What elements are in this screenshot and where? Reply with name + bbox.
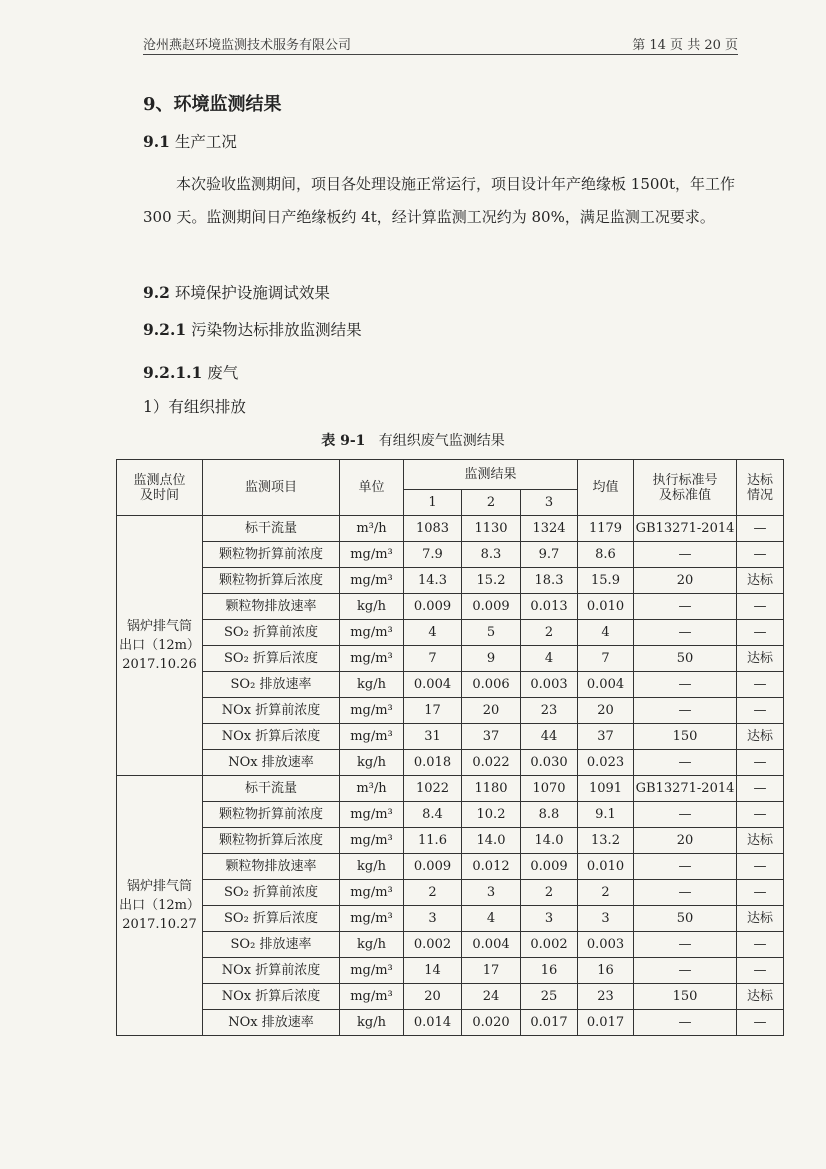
cell-ok: — <box>737 802 784 828</box>
cell-std: 20 <box>634 568 737 594</box>
cell-std: — <box>634 932 737 958</box>
cell-v2: 14.0 <box>462 828 521 854</box>
cell-unit: m³/h <box>340 776 404 802</box>
cell-mean: 0.010 <box>578 594 634 620</box>
table-row <box>117 828 784 854</box>
cell-mean: 16 <box>578 958 634 984</box>
cell-v3: 0.030 <box>521 750 578 776</box>
cell-mean: 0.010 <box>578 854 634 880</box>
heading-9-1: 9.1 生产工况 <box>143 132 237 151</box>
cell-std: — <box>634 620 737 646</box>
cell-unit: mg/m³ <box>340 724 404 750</box>
cell-v3: 2 <box>521 880 578 906</box>
cell-v2: 0.006 <box>462 672 521 698</box>
cell-unit: mg/m³ <box>340 906 404 932</box>
table-row <box>117 620 784 646</box>
cell-item: NOx 排放速率 <box>203 1010 340 1036</box>
cell-unit: mg/m³ <box>340 542 404 568</box>
cell-mean: 0.023 <box>578 750 634 776</box>
cell-v2: 1180 <box>462 776 521 802</box>
cell-v1: 31 <box>404 724 462 750</box>
cell-v1: 0.009 <box>404 854 462 880</box>
table-row <box>117 776 784 802</box>
cell-v2: 10.2 <box>462 802 521 828</box>
table-row <box>117 646 784 672</box>
cell-v2: 20 <box>462 698 521 724</box>
cell-std: — <box>634 594 737 620</box>
cell-ok: — <box>737 542 784 568</box>
cell-item: NOx 折算后浓度 <box>203 724 340 750</box>
cell-unit: kg/h <box>340 594 404 620</box>
cell-ok: — <box>737 516 784 542</box>
cell-v3: 44 <box>521 724 578 750</box>
cell-item: NOx 折算后浓度 <box>203 984 340 1010</box>
cell-item: NOx 折算前浓度 <box>203 958 340 984</box>
cell-std: — <box>634 750 737 776</box>
cell-mean: 0.004 <box>578 672 634 698</box>
header-result-3: 3 <box>521 490 578 516</box>
cell-std: 50 <box>634 646 737 672</box>
cell-mean: 3 <box>578 906 634 932</box>
cell-mean: 8.6 <box>578 542 634 568</box>
cell-v3: 0.009 <box>521 854 578 880</box>
cell-unit: kg/h <box>340 932 404 958</box>
cell-mean: 2 <box>578 880 634 906</box>
cell-v2: 0.004 <box>462 932 521 958</box>
cell-mean: 1179 <box>578 516 634 542</box>
cell-v1: 11.6 <box>404 828 462 854</box>
cell-std: — <box>634 542 737 568</box>
cell-v2: 4 <box>462 906 521 932</box>
table-row <box>117 516 784 542</box>
cell-unit: kg/h <box>340 854 404 880</box>
cell-unit: mg/m³ <box>340 802 404 828</box>
cell-ok: — <box>737 1010 784 1036</box>
cell-unit: mg/m³ <box>340 698 404 724</box>
cell-std: — <box>634 1010 737 1036</box>
heading-organized-emission: 1）有组织排放 <box>143 398 246 416</box>
page-header <box>143 30 738 55</box>
cell-v3: 0.013 <box>521 594 578 620</box>
cell-std: GB13271-2014 <box>634 776 737 802</box>
cell-ok: — <box>737 958 784 984</box>
header-result-1: 1 <box>404 490 462 516</box>
cell-unit: mg/m³ <box>340 880 404 906</box>
cell-mean: 1091 <box>578 776 634 802</box>
cell-std: — <box>634 802 737 828</box>
table-caption: 表 9-1 有组织废气监测结果 <box>321 433 505 449</box>
cell-item: 颗粒物折算前浓度 <box>203 542 340 568</box>
cell-item: SO₂ 折算前浓度 <box>203 880 340 906</box>
cell-v2: 9 <box>462 646 521 672</box>
cell-mean: 7 <box>578 646 634 672</box>
cell-unit: m³/h <box>340 516 404 542</box>
table-row <box>117 750 784 776</box>
cell-v2: 1130 <box>462 516 521 542</box>
cell-ok: — <box>737 776 784 802</box>
cell-unit: kg/h <box>340 750 404 776</box>
cell-v2: 24 <box>462 984 521 1010</box>
cell-ok: 达标 <box>737 984 784 1010</box>
cell-v2: 15.2 <box>462 568 521 594</box>
cell-mean: 23 <box>578 984 634 1010</box>
cell-ok: — <box>737 620 784 646</box>
cell-v1: 0.009 <box>404 594 462 620</box>
cell-unit: mg/m³ <box>340 984 404 1010</box>
cell-v3: 1324 <box>521 516 578 542</box>
cell-v1: 0.002 <box>404 932 462 958</box>
cell-ok: — <box>737 854 784 880</box>
cell-v2: 0.009 <box>462 594 521 620</box>
cell-v3: 23 <box>521 698 578 724</box>
table-row <box>117 698 784 724</box>
cell-v1: 20 <box>404 984 462 1010</box>
cell-item: SO₂ 折算后浓度 <box>203 646 340 672</box>
cell-unit: mg/m³ <box>340 958 404 984</box>
cell-unit: mg/m³ <box>340 620 404 646</box>
cell-v1: 3 <box>404 906 462 932</box>
cell-v2: 8.3 <box>462 542 521 568</box>
table-row <box>117 802 784 828</box>
company-name: 沧州燕赵环境监测技术服务有限公司 <box>143 38 352 53</box>
cell-std: GB13271-2014 <box>634 516 737 542</box>
monitoring-point-cell: 锅炉排气筒 出口（12m） 2017.10.27 <box>117 776 203 1036</box>
cell-ok: — <box>737 932 784 958</box>
emission-results-table <box>116 459 784 1036</box>
header-mean: 均值 <box>578 460 634 516</box>
cell-mean: 20 <box>578 698 634 724</box>
header-item: 监测项目 <box>203 460 340 516</box>
cell-v1: 0.004 <box>404 672 462 698</box>
section-title: 9、环境监测结果 <box>143 94 282 115</box>
cell-item: 颗粒物折算后浓度 <box>203 828 340 854</box>
cell-v3: 4 <box>521 646 578 672</box>
cell-v3: 14.0 <box>521 828 578 854</box>
cell-mean: 9.1 <box>578 802 634 828</box>
cell-item: 颗粒物折算后浓度 <box>203 568 340 594</box>
cell-v2: 37 <box>462 724 521 750</box>
cell-v2: 0.022 <box>462 750 521 776</box>
header-unit: 单位 <box>340 460 404 516</box>
cell-ok: 达标 <box>737 646 784 672</box>
cell-v3: 3 <box>521 906 578 932</box>
table-row <box>117 542 784 568</box>
cell-item: SO₂ 排放速率 <box>203 932 340 958</box>
cell-ok: 达标 <box>737 724 784 750</box>
cell-v1: 7 <box>404 646 462 672</box>
cell-unit: mg/m³ <box>340 646 404 672</box>
cell-v3: 2 <box>521 620 578 646</box>
table-row <box>117 906 784 932</box>
cell-ok: — <box>737 880 784 906</box>
cell-mean: 15.9 <box>578 568 634 594</box>
production-paragraph: 本次验收监测期间，项目各处理设施正常运行，项目设计年产绝缘板 1500t，年工作 300 天。监测期间日产绝缘板约 4t，经计算监测工况约为 80%，满足监测工况要求。 <box>143 175 735 226</box>
cell-unit: mg/m³ <box>340 828 404 854</box>
cell-ok: 达标 <box>737 568 784 594</box>
table-row <box>117 568 784 594</box>
cell-v1: 0.018 <box>404 750 462 776</box>
cell-ok: 达标 <box>737 828 784 854</box>
cell-v3: 0.017 <box>521 1010 578 1036</box>
heading-9-2-1: 9.2.1 污染物达标排放监测结果 <box>143 320 362 339</box>
cell-ok: — <box>737 594 784 620</box>
cell-ok: 达标 <box>737 906 784 932</box>
cell-item: 颗粒物折算前浓度 <box>203 802 340 828</box>
header-point: 监测点位 及时间 <box>117 460 203 516</box>
cell-v1: 4 <box>404 620 462 646</box>
cell-v1: 17 <box>404 698 462 724</box>
cell-v1: 14.3 <box>404 568 462 594</box>
cell-std: 150 <box>634 984 737 1010</box>
header-compliance: 达标 情况 <box>737 460 784 516</box>
cell-item: SO₂ 折算后浓度 <box>203 906 340 932</box>
cell-std: — <box>634 854 737 880</box>
cell-std: — <box>634 698 737 724</box>
cell-v2: 5 <box>462 620 521 646</box>
cell-v1: 8.4 <box>404 802 462 828</box>
table-row <box>117 594 784 620</box>
cell-v3: 18.3 <box>521 568 578 594</box>
cell-v3: 9.7 <box>521 542 578 568</box>
table-row <box>117 724 784 750</box>
cell-item: NOx 排放速率 <box>203 750 340 776</box>
cell-v3: 0.002 <box>521 932 578 958</box>
table-row <box>117 932 784 958</box>
monitoring-point-cell: 锅炉排气筒 出口（12m） 2017.10.26 <box>117 516 203 776</box>
table-row <box>117 958 784 984</box>
cell-std: — <box>634 958 737 984</box>
cell-v2: 3 <box>462 880 521 906</box>
cell-unit: kg/h <box>340 672 404 698</box>
cell-v1: 0.014 <box>404 1010 462 1036</box>
cell-mean: 37 <box>578 724 634 750</box>
cell-std: 20 <box>634 828 737 854</box>
cell-item: SO₂ 折算前浓度 <box>203 620 340 646</box>
header-result-2: 2 <box>462 490 521 516</box>
cell-mean: 13.2 <box>578 828 634 854</box>
cell-std: — <box>634 672 737 698</box>
header-results: 监测结果 <box>404 460 578 490</box>
heading-9-2: 9.2 环境保护设施调试效果 <box>143 283 330 302</box>
cell-item: 颗粒物排放速率 <box>203 854 340 880</box>
cell-item: SO₂ 排放速率 <box>203 672 340 698</box>
cell-v1: 2 <box>404 880 462 906</box>
cell-v3: 1070 <box>521 776 578 802</box>
cell-ok: — <box>737 672 784 698</box>
cell-v1: 14 <box>404 958 462 984</box>
cell-v1: 7.9 <box>404 542 462 568</box>
table-row <box>117 854 784 880</box>
cell-v1: 1083 <box>404 516 462 542</box>
cell-v3: 0.003 <box>521 672 578 698</box>
table-row <box>117 984 784 1010</box>
cell-ok: — <box>737 750 784 776</box>
cell-std: 150 <box>634 724 737 750</box>
cell-v2: 17 <box>462 958 521 984</box>
cell-std: 50 <box>634 906 737 932</box>
cell-item: NOx 折算前浓度 <box>203 698 340 724</box>
cell-v2: 0.020 <box>462 1010 521 1036</box>
cell-v2: 0.012 <box>462 854 521 880</box>
page-number: 第 14 页 共 20 页 <box>632 38 738 53</box>
cell-unit: mg/m³ <box>340 568 404 594</box>
cell-unit: kg/h <box>340 1010 404 1036</box>
cell-item: 标干流量 <box>203 516 340 542</box>
table-row <box>117 672 784 698</box>
cell-v3: 25 <box>521 984 578 1010</box>
heading-9-2-1-1: 9.2.1.1 废气 <box>143 363 239 382</box>
cell-std: — <box>634 880 737 906</box>
cell-v1: 1022 <box>404 776 462 802</box>
cell-mean: 0.017 <box>578 1010 634 1036</box>
table-row <box>117 1010 784 1036</box>
cell-item: 标干流量 <box>203 776 340 802</box>
cell-mean: 0.003 <box>578 932 634 958</box>
cell-mean: 4 <box>578 620 634 646</box>
header-standard: 执行标准号 及标准值 <box>634 460 737 516</box>
cell-item: 颗粒物排放速率 <box>203 594 340 620</box>
cell-ok: — <box>737 698 784 724</box>
table-row <box>117 880 784 906</box>
cell-v3: 16 <box>521 958 578 984</box>
cell-v3: 8.8 <box>521 802 578 828</box>
